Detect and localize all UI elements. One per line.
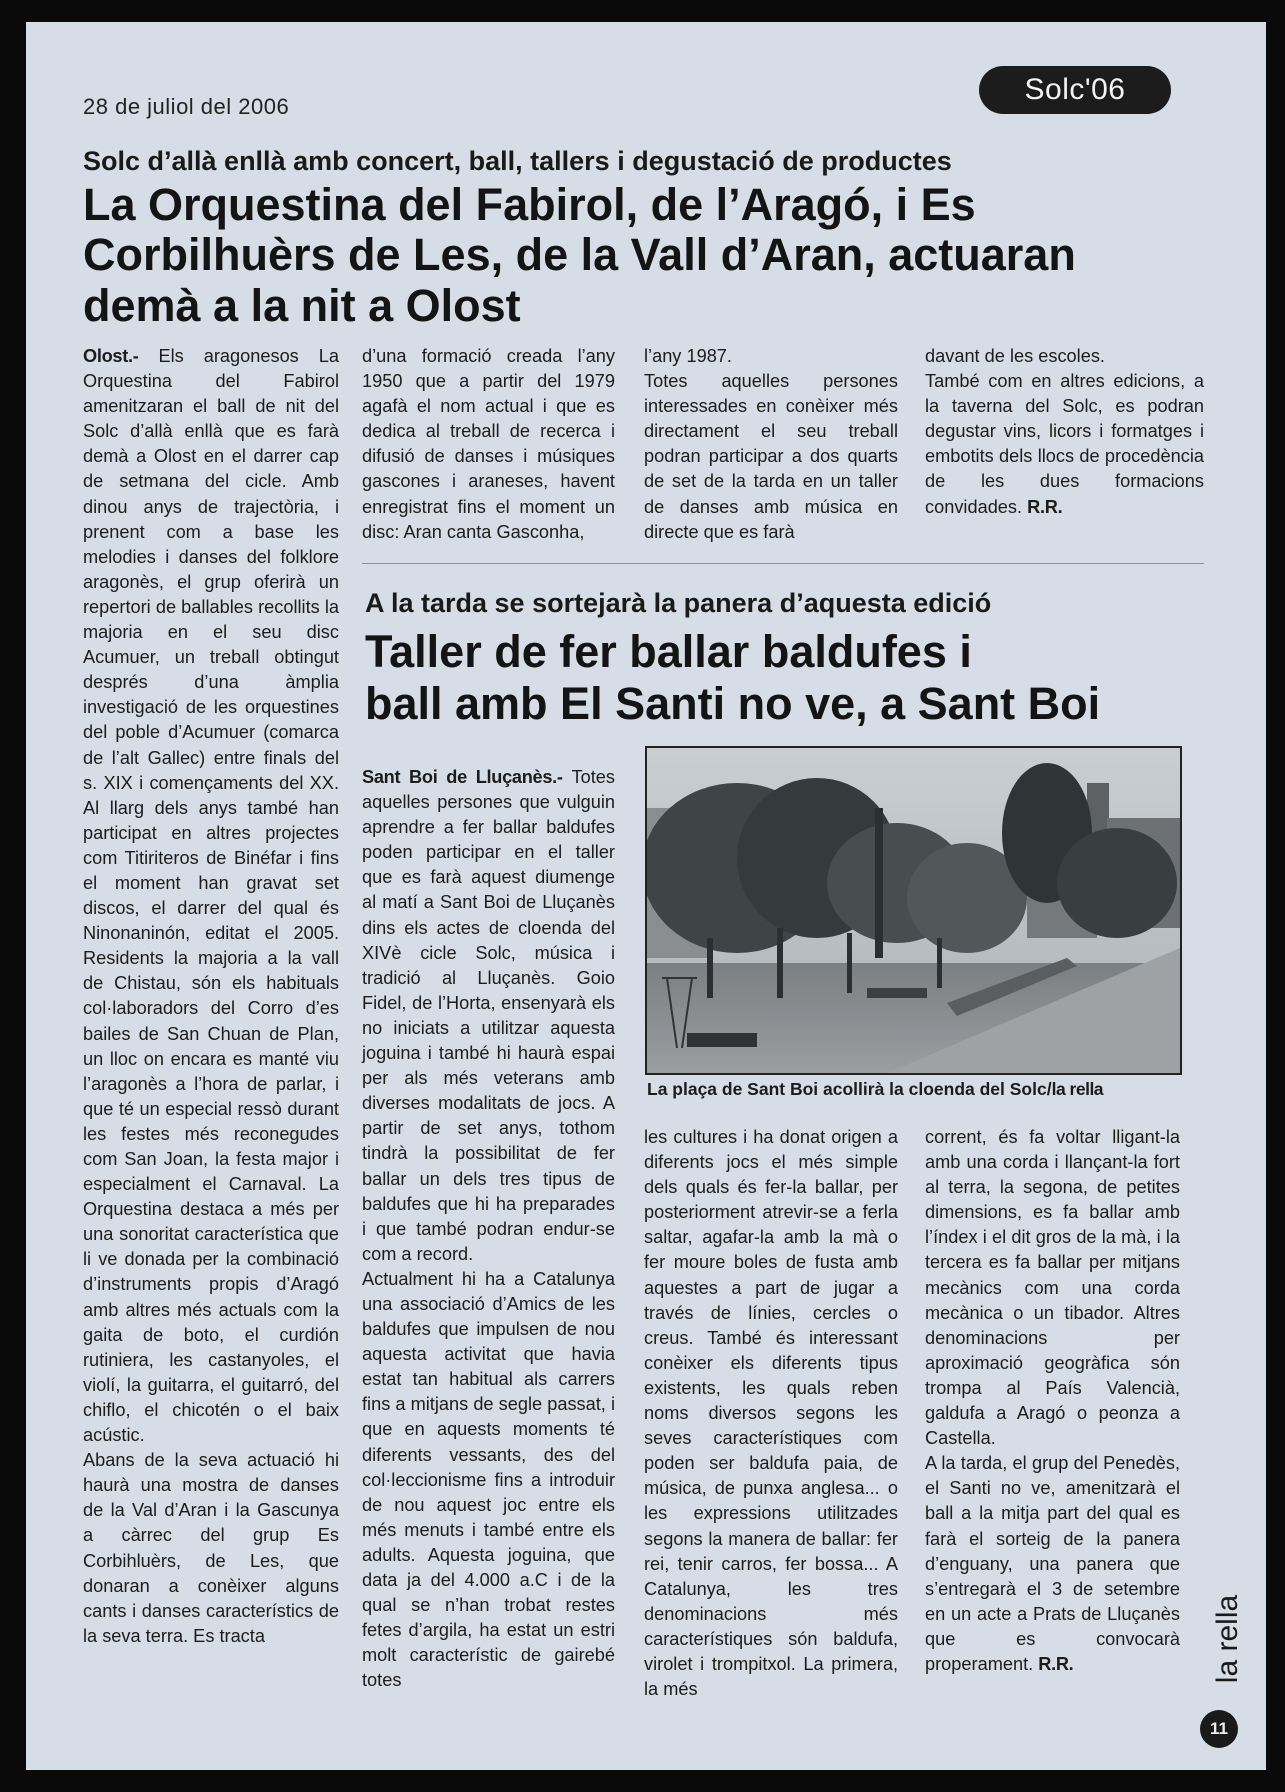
- article2-signature: R.R.: [1038, 1653, 1074, 1674]
- newspaper-page: [26, 22, 1266, 1770]
- article1-body: l’any 1987.: [644, 346, 732, 366]
- article2-body: les cultures i ha donat origen a diferents jocs el més simple dels quals és fer-la ballar, per posteriorment atrevir-se a ferla saltar, agafar-la amb la mà o fer moure boles de fusta amb aquestes a part de jugar a través de línies, cercles o creus. També és interessant conèixer els diferents tipus existents, les quals reben noms diversos segons les seves característiques com poden ser baldufa paia, de música, de punxa anglesa... o les expressions utilitzades segons la manera de ballar: fer rei, tenir carros, fer bossa... A Catalunya, les tres denominacions més característiques són baldufa, virolet i trompitxol. La primera, la més: [644, 1127, 898, 1700]
- article2-column-2: [362, 765, 615, 1693]
- article1-signature: R.R.: [1027, 496, 1063, 517]
- article2-body: Actualment hi ha a Catalunya una associació d’Amics de les baldufes que impulsen de nou aquesta activitat que havia estat tan habitual als carrers fins a mitjans de segle passat, i que en aquests moments té diferents vessants, des del col·leccionisme fins a introduir de nou aquest joc entre els més menuts i també entre els adults. Aquesta joguina, que data ja del 4.000 a.C i de la qual se n’han trobat restes fetes d’argila, ha estat un estri molt característic de gairebé totes: [362, 1268, 615, 1691]
- issue-date: 28 de juliol del 2006: [83, 94, 290, 119]
- article1-body: També com en altres edicions, a la taverna del Solc, es podran degustar vins, licors i formatges i embotits dels llocs de procedència de les dues formacions convidades.: [925, 371, 1204, 517]
- article2-headline: [365, 626, 1100, 730]
- article2-subhead: A la tarda se sortejarà la panera d’aquesta edició: [365, 588, 992, 618]
- article1-body: Abans de la seva actuació hi haurà una mostra de danses de la Val d’Aran i la Gascunya a càrrec del grup Es Corbihluèrs, de Les, que donaran a conèixer alguns cants i danses característics de la seva terra. Es tracta: [83, 1450, 339, 1646]
- article1-body: d’una formació creada l’any 1950 que a partir del 1979 agafà el nom actual i que es dedica al treball de recerca i difusió de danses i músiques gascones i araneses, havent enregistrat fins el moment un disc: Aran canta Gasconha,: [362, 346, 615, 542]
- article2-dateline: Sant Boi de Lluçanès.-: [362, 767, 563, 787]
- article1-subhead: Solc d’allà enllà amb concert, ball, tallers i degustació de productes: [83, 146, 952, 176]
- article1-dateline: Olost.-: [83, 346, 139, 366]
- plaza-photo: [645, 746, 1182, 1075]
- publication-name: la rella: [1211, 1594, 1245, 1684]
- article2-body: corrent, és fa voltar lligant-la amb una corda i llançant-la fort al terra, la segona, de petites dimensions, es fa ballar amb l’índex i el dit gros de la mà, i la tercera es fa ballar per mitjans mecànics com una corda mecànica o un tibador. Altres denominacions per aproximació geogràfica són trompa al País Valencià, galdufa a Aragó o peonza a Castella.: [925, 1127, 1180, 1449]
- article1-headline: [83, 180, 1076, 331]
- headline-line: La Orquestina del Fabirol, de l’Aragó, i Es: [83, 179, 976, 230]
- article1-column-1: [83, 344, 339, 1649]
- headline-line: demà a la nit a Olost: [83, 279, 521, 331]
- article2-column-4: [925, 1125, 1180, 1677]
- section-divider: [362, 563, 1204, 564]
- article1-body: Els aragonesos La Orquestina del Fabirol amenitzaran el ball de nit del Solc d’allà enllà que es farà demà a Olost en el darrer cap de setmana del cicle. Amb dinou anys de trajectòria, i prenent com a base les melodies i danses del folklore aragonès, el grup oferirà un repertori de ballables recollits la majoria en el seu disc Acumuer, un treball obtingut després d’una àmplia investigació de les orquestines del poble d’Acumuer (comarca de l’alt Gallec) entre finals del s. XIX i començaments del XX. Al llarg dels anys també han participat en altres projectes com Titiriteros de Binéfar i fins el moment han gravat set discos, el darrer del qual és Ninonaninón, editat el 2005. Residents la majoria a la vall de Chistau, són els habituals col·laboradors del Corro d’es bailes de San Chuan de Plan, un lloc on encara es manté viu l’aragonès a l’hora de parlar, i que té un especial ressò durant les festes més reconegudes com San Joan, la festa major i especialment el Carnaval. La Orquestina destaca a més per una sonoritat característica que li ve donada per la combinació d’instruments propis d’Aragó amb altres més actuals com la gaita de boto, el curdión rutiniera, les castanyoles, el violí, la guitarra, el guitarró, del chiflo, el chicotén o el baix acústic.: [83, 346, 339, 1446]
- publication-name-vertical: [1211, 1582, 1258, 1692]
- headline-line: Taller de fer ballar baldufes i: [365, 626, 972, 677]
- caption-credit: la rella: [1051, 1079, 1104, 1099]
- page-number: 11: [1200, 1710, 1238, 1748]
- article1-body: Totes aquelles persones interessades en conèixer més directament el seu treball podran participar a dos quarts de set de la tarda en un taller de danses amb música en directe que es farà: [644, 371, 898, 542]
- article2-body: Totes aquelles persones que vulguin aprendre a fer ballar baldufes poden participar en el taller que es farà aquest diumenge al matí a Sant Boi de Lluçanès dins els actes de cloenda del XIVè cicle Solc, música i tradició al Lluçanès. Goio Fidel, de l’Horta, ensenyarà els no iniciats a utilitzar aquesta joguina i també hi haurà espai per als més veterans amb diverses modalitats de jocs. A partir de set anys, tothom tindrà la possibilitat de fer ballar un dels tres tipus de baldufes que hi ha preparades i que també podran endur-se com a record.: [362, 767, 615, 1264]
- plaza-photo-image: [647, 748, 1180, 1073]
- photo-caption: [647, 1079, 1103, 1100]
- article1-column-3: [644, 344, 898, 545]
- article1-body: davant de les escoles.: [925, 346, 1105, 366]
- article2-column-3: [644, 1125, 898, 1702]
- section-badge: Solc'06: [979, 66, 1171, 114]
- article1-column-4: [925, 344, 1204, 520]
- article2-body: A la tarda, el grup del Penedès, el Santi no ve, amenitzarà el ball a la mitja part del qual es farà el sorteig de la panera d’enguany, una panera que s’entregarà el 3 de setembre en un acte a Prats de Lluçanès que es convocarà properament.: [925, 1453, 1180, 1674]
- headline-line: Corbilhuèrs de Les, de la Vall d’Aran, actuaran: [83, 229, 1076, 281]
- article1-column-2: [362, 344, 615, 545]
- caption-text: La plaça de Sant Boi acollirà la cloenda del Solc/: [647, 1079, 1052, 1099]
- headline-line: ball amb El Santi no ve, a Sant Boi: [365, 678, 1101, 730]
